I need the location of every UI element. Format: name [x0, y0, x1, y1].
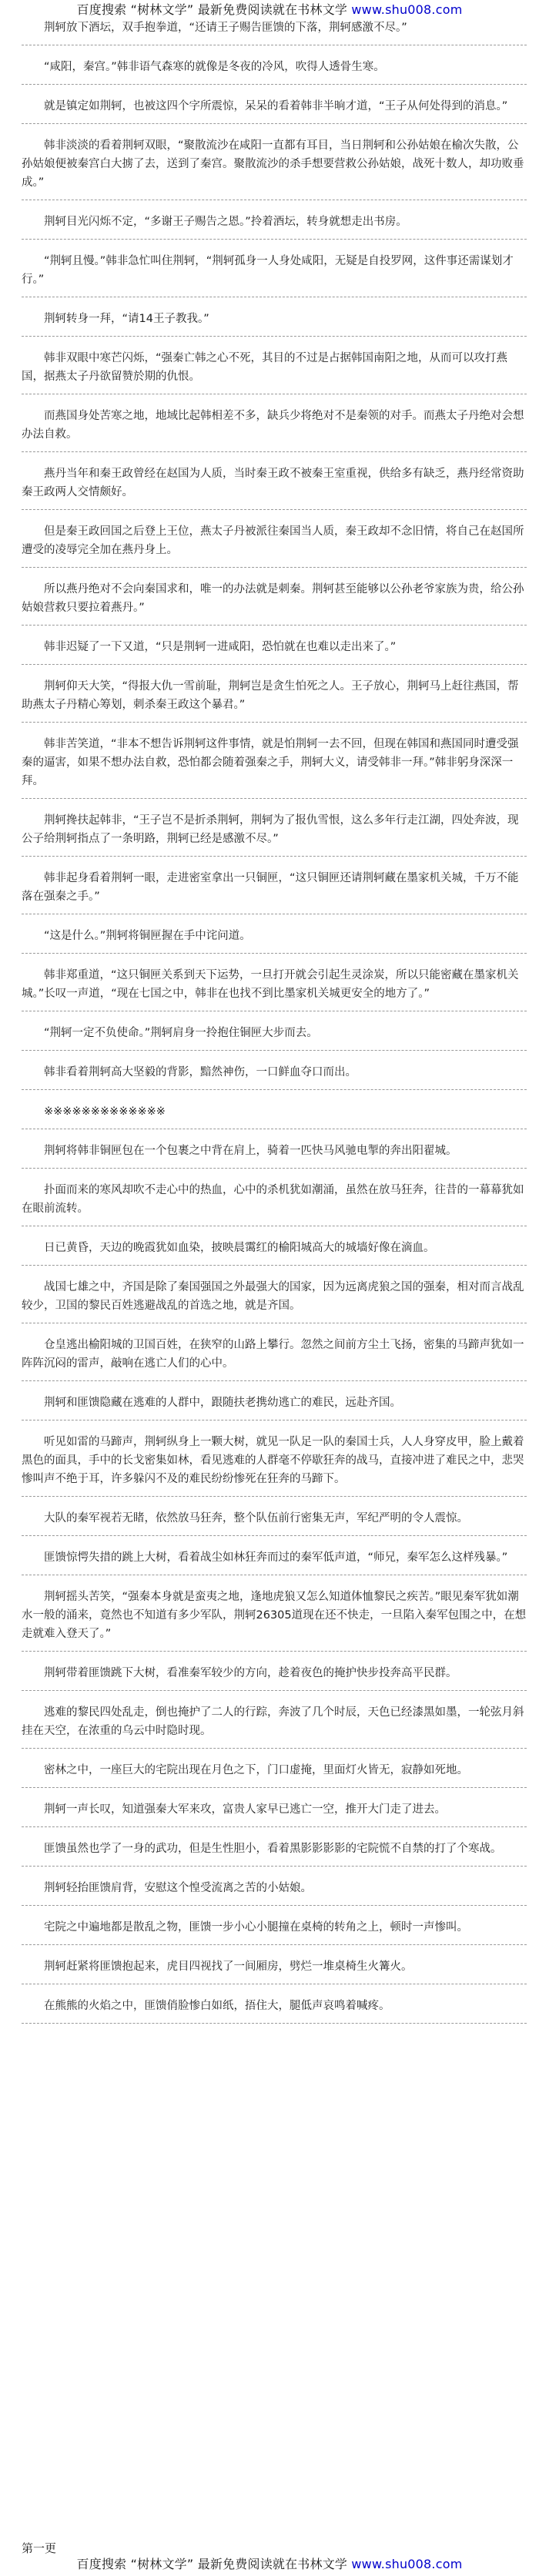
chapter-label: 第一更	[22, 2541, 57, 2555]
paragraph: 就是镇定如荆轲，也被这四个字所震惊，呆呆的看着韩非半晌才道，“王子从何处得到的消息。”	[22, 92, 527, 124]
paragraph: 荆轲放下酒坛，双手抱拳道，“还请王子赐告匪馈的下落，荆轲感激不尽。”	[22, 18, 527, 45]
footer-quote: “树林文学”	[130, 2557, 194, 2571]
paragraph: 荆轲轻抬匪馈肩背，安慰这个惶受流离之苦的小姑娘。	[22, 1874, 527, 1906]
paragraph: 扑面而来的寒风却吹不走心中的热血，心中的杀机犹如潮涌，虽然在放马狂奔，往昔的一幕幕犹如在眼前流转。	[22, 1176, 527, 1226]
footer-banner	[0, 2556, 539, 2573]
paragraph: 荆轲摇头苦笑，“强秦本身就是蛮夷之地，逢地虎狼又怎么知道体恤黎民之疾苦。”眼见秦军犹如潮水一般的涌来，竟然也不知道有多少军队，荆轲26305道现在还不快走，一旦陷入秦军包围之中，在想走就难入登天了。”	[22, 1583, 527, 1652]
header-banner	[0, 2, 539, 18]
header-quote: “树林文学”	[130, 2, 194, 17]
paragraph: 荆轲搀扶起韩非，“王子岂不是折杀荆轲，荆轲为了报仇雪恨，这么多年行走江湖，四处奔波，现公子给荆轲指点了一条明路，荆轲已经是感激不尽。”	[22, 807, 527, 857]
paragraph: 密林之中，一座巨大的宅院出现在月色之下，门口虚掩，里面灯火皆无，寂静如死地。	[22, 1756, 527, 1788]
paragraph: 仓皇逃出榆阳城的卫国百姓，在狭窄的山路上攀行。忽然之间前方尘土飞扬，密集的马蹄声犹如一阵阵沉闷的雷声，敲响在逃亡人们的心中。	[22, 1331, 527, 1381]
paragraph: 所以燕丹绝对不会向秦国求和，唯一的办法就是刺秦。荆轲甚至能够以公孙老爷家族为贵，给公孙姑娘营救只要拉着燕丹。”	[22, 575, 527, 626]
footer-middle: 最新免费阅读就在书林文学	[197, 2557, 348, 2571]
paragraph: 大队的秦军视若无睹，依然放马狂奔，整个队伍前行密集无声，军纪严明的令人震惊。	[22, 1504, 527, 1536]
paragraph: 燕丹当年和秦王政曾经在赵国为人质，当时秦王政不被秦王室重视，供给多有缺乏，燕丹经常资助秦王政两人交情颇好。	[22, 460, 527, 510]
paragraph: 荆轲目光闪烁不定，“多谢王子赐告之恩。”拎着酒坛，转身就想走出书房。	[22, 208, 527, 240]
footer-site-link[interactable]: www.shu008.com	[351, 2557, 463, 2571]
paragraph: 韩非迟疑了一下又道，“只是荆轲一进咸阳，恐怕就在也难以走出来了。”	[22, 633, 527, 665]
paragraph: 荆轲和匪馈隐藏在逃难的人群中，跟随扶老携幼逃亡的难民，远赴齐国。	[22, 1389, 527, 1420]
paragraph: 荆轲将韩非铜匣包在一个包裹之中背在肩上，骑着一匹快马风驰电掣的奔出阳翟城。	[22, 1137, 527, 1169]
paragraph: 韩非郑重道，“这只铜匣关系到天下运势，一旦打开就会引起生灵涂炭，所以只能密藏在墨家机关城。”长叹一声道，“现在七国之中，韩非在也找不到比墨家机关城更安全的地方了。”	[22, 961, 527, 1011]
paragraph: 韩非苦笑道，“非本不想告诉荆轲这件事情，就是怕荆轲一去不回，但现在韩国和燕国同时遭受强秦的逼害，如果不想办法自救，恐怕都会随着强秦之手，荆轲大义，请受韩非一拜。”韩非躬身深深一拜。	[22, 730, 527, 799]
paragraph: 荆轲带着匪馈跳下大树，看准秦军较少的方向，趁着夜色的掩护快步投奔高平民群。	[22, 1659, 527, 1691]
paragraph: 在熊熊的火焰之中，匪馈俏脸惨白如纸，捂住大，腿低声哀鸣着喊疼。	[22, 1992, 527, 2024]
paragraph: 日已黄昏，天边的晚霞犹如血染，披映晨霭红的榆阳城高大的城墙好像在滴血。	[22, 1234, 527, 1266]
paragraph: 而燕国身处苦寒之地，地域比起韩相差不多，缺兵少将绝对不是秦领的对手。而燕太子丹绝对会想办法自救。	[22, 402, 527, 452]
header-middle: 最新免费阅读就在书林文学	[197, 2, 348, 17]
header-prefix: 百度搜索	[76, 2, 127, 17]
paragraph: ※※※※※※※※※※※※※	[22, 1098, 527, 1129]
paragraph: “这是什么。”荆轲将铜匣握在手中诧问道。	[22, 922, 527, 954]
header-site-link[interactable]: www.shu008.com	[351, 2, 463, 17]
paragraph: 匪馈惊愕失措的跳上大树，看着战尘如林狂奔而过的秦军低声道，“师兄，秦军怎么这样残暴。”	[22, 1544, 527, 1575]
paragraph: 荆轲一声长叹，知道强秦大军来攻，富贵人家早已逃亡一空，推开大门走了进去。	[22, 1796, 527, 1827]
paragraph: 荆轲赶紧将匪馈抱起来，虎目四视找了一间厢房，劈烂一堆桌椅生火篝火。	[22, 1953, 527, 1984]
footer-prefix: 百度搜索	[76, 2557, 127, 2571]
paragraph: 逃难的黎民四处乱走，倒也掩护了二人的行踪，奔波了几个时辰，天色已经漆黑如墨，一轮弦月斜挂在天空，在浓重的乌云中时隐时现。	[22, 1699, 527, 1749]
paragraph: 匪馈虽然也学了一身的武功，但是生性胆小，看着黑影影影影的宅院慌不自禁的打了个寒战。	[22, 1835, 527, 1867]
paragraph: “荆轲且慢。”韩非急忙叫住荆轲，“荆轲孤身一人身处咸阳，无疑是自投罗网，这件事还需谋划才行。”	[22, 247, 527, 297]
paragraph: 听见如雷的马蹄声，荆轲纵身上一颗大树，就见一队足一队的秦国士兵，人人身穿皮甲，脸上戴着黑色的面具，手中的长戈密集如林，看见逃难的人群毫不停歇狂奔的战马，直接冲进了难民之中，悲哭惨叫声不绝于耳，许多躲闪不及的难民纷纷惨死在狂奔的马蹄下。	[22, 1428, 527, 1497]
paragraph: “荆轲一定不负使命。”荆轲肩身一拎抱住铜匣大步而去。	[22, 1019, 527, 1051]
paragraph: 战国七雄之中，齐国是除了秦国强国之外最强大的国家，因为远离虎狼之国的强秦，相对而言战乱较少，卫国的黎民百姓逃避战乱的首选之地，就是齐国。	[22, 1273, 527, 1323]
paragraph: 但是秦王政回国之后登上王位，燕太子丹被派往秦国当人质，秦王政却不念旧情，将自己在赵国所遭受的凌辱完全加在燕丹身上。	[22, 518, 527, 568]
paragraph: 荆轲仰天大笑，“得报大仇一雪前耻，荆轲岂是贪生怕死之人。王子放心，荆轲马上赶往燕国，帮助燕太子丹精心筹划，刺杀秦王政这个暴君。”	[22, 673, 527, 723]
paragraph: “咸阳，秦宫。”韩非语气森寒的就像是冬夜的冷风，吹得人透骨生寒。	[22, 53, 527, 85]
paragraph: 韩非看着荆轲高大坚毅的背影，黯然神伤，一口鲜血夺口而出。	[22, 1058, 527, 1090]
paragraph: 荆轲转身一拜，“请14王子教我。”	[22, 305, 527, 337]
paragraph: 宅院之中遍地都是散乱之物，匪馈一步小心小腿撞在桌椅的转角之上，顿时一声惨叫。	[22, 1914, 527, 1945]
paragraph: 韩非双眼中寒芒闪烁，“强秦亡韩之心不死，其目的不过是占据韩国南阳之地，从而可以攻打燕国，据燕太子丹欲留赞於期的仇恨。	[22, 344, 527, 394]
paragraph: 韩非起身看着荆轲一眼，走进密室拿出一只铜匣，“这只铜匣还请荆轲藏在墨家机关城，千万不能落在强秦之手。”	[22, 864, 527, 914]
paragraph: 韩非淡淡的看着荆轲双眼，“聚散流沙在咸阳一直都有耳目，当日荆轲和公孙姑娘在榆次失散，公孙姑娘便被秦宫白大掳了去，送到了秦宫。聚散流沙的杀手想要营救公孙姑娘，战死十数人，却功败垂成。”	[22, 132, 527, 200]
article-body	[22, 18, 527, 2031]
